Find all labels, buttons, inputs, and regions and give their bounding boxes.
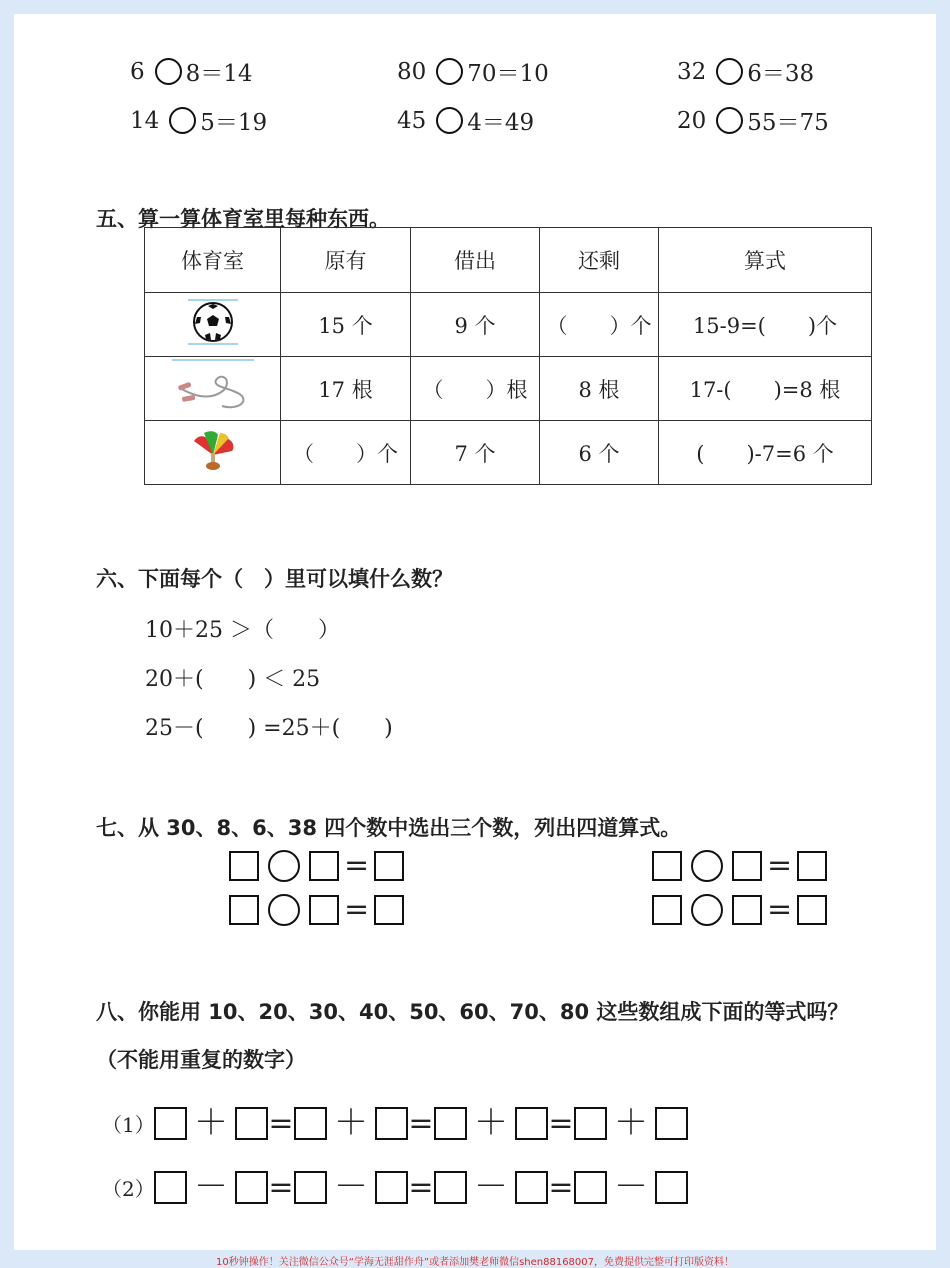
equals-sign: =	[344, 848, 370, 883]
section-6-title: 六、下面每个（ ）里可以填什么数？	[96, 567, 453, 591]
row-label: （2）	[102, 1177, 155, 1201]
operand-result: 4＝49	[467, 110, 535, 136]
header-cell: 算式	[659, 228, 872, 293]
answer-box[interactable]	[655, 1107, 688, 1140]
answer-box[interactable]	[652, 895, 682, 925]
answer-box[interactable]	[515, 1171, 548, 1204]
operand-result: 8＝14	[185, 61, 253, 87]
operand-result: 5＝19	[200, 110, 268, 136]
header-cell: 借出	[411, 228, 540, 293]
operator-circle[interactable]	[155, 58, 182, 85]
header-cell: 体育室	[145, 228, 281, 293]
minus-sign: －	[614, 1167, 648, 1207]
answer-box[interactable]	[732, 895, 762, 925]
equation-line[interactable]: 25－( ) =25＋( )	[145, 716, 393, 741]
operator-circle[interactable]	[436, 58, 463, 85]
operator-circle[interactable]	[716, 58, 743, 85]
answer-box[interactable]	[294, 1107, 327, 1140]
answer-box[interactable]	[235, 1107, 268, 1140]
formula-cell[interactable]: 15-9=( )个	[659, 293, 872, 357]
answer-box[interactable]	[434, 1107, 467, 1140]
table-header-row	[145, 228, 872, 293]
circle-equation	[677, 104, 829, 137]
inequality-line[interactable]: 20＋( ) ＜ 25	[145, 667, 321, 692]
answer-box[interactable]	[655, 1171, 688, 1204]
gym-inventory-table	[144, 227, 872, 485]
minus-sign: －	[334, 1167, 368, 1207]
item-cell	[145, 357, 281, 421]
operator-circle[interactable]	[268, 894, 300, 926]
soccer-ball-icon	[188, 297, 238, 347]
operator-circle[interactable]	[691, 894, 723, 926]
plus-sign: ＋	[334, 1103, 368, 1143]
table-row	[145, 357, 872, 421]
answer-box[interactable]	[229, 895, 259, 925]
answer-box[interactable]	[574, 1107, 607, 1140]
answer-box[interactable]	[375, 1107, 408, 1140]
blank-equation	[652, 850, 827, 882]
equals-sign: =	[268, 1106, 294, 1141]
equation-chain-1	[102, 1103, 688, 1143]
answer-box[interactable]	[574, 1171, 607, 1204]
lent-cell[interactable]: （ ）根	[411, 357, 540, 421]
plus-sign: ＋	[474, 1103, 508, 1143]
remaining-cell: 6 个	[540, 421, 659, 485]
original-cell: 15 个	[281, 293, 411, 357]
answer-box[interactable]	[375, 1171, 408, 1204]
circle-equation	[677, 55, 814, 88]
answer-box[interactable]	[235, 1171, 268, 1204]
formula-cell[interactable]: 17-( )=8 根	[659, 357, 872, 421]
equals-sign: =	[548, 1106, 574, 1141]
operand-result: 70＝10	[467, 61, 549, 87]
plus-sign: ＋	[194, 1103, 228, 1143]
equation-chain-2	[102, 1167, 688, 1207]
lent-cell: 9 个	[411, 293, 540, 357]
minus-sign: －	[194, 1167, 228, 1207]
circle-equation	[397, 55, 549, 88]
jump-rope-icon	[172, 358, 254, 414]
item-cell	[145, 293, 281, 357]
lent-cell: 7 个	[411, 421, 540, 485]
operand: 32	[677, 58, 707, 85]
answer-box[interactable]	[797, 851, 827, 881]
operand: 6	[130, 58, 145, 85]
equals-sign: =	[408, 1106, 434, 1141]
answer-box[interactable]	[154, 1171, 187, 1204]
answer-box[interactable]	[229, 851, 259, 881]
plus-sign: ＋	[614, 1103, 648, 1143]
circle-equation	[397, 104, 534, 137]
circle-equation	[130, 55, 253, 88]
blank-equation	[652, 894, 827, 926]
equals-sign: =	[344, 892, 370, 927]
operand-result: 6＝38	[747, 61, 815, 87]
answer-box[interactable]	[309, 851, 339, 881]
table-row	[145, 293, 872, 357]
answer-box[interactable]	[797, 895, 827, 925]
equals-sign: =	[408, 1170, 434, 1205]
operator-circle[interactable]	[169, 107, 196, 134]
answer-box[interactable]	[374, 895, 404, 925]
section-7-title: 七、从 30、8、6、38 四个数中选出三个数，列出四道算式。	[96, 816, 682, 840]
answer-box[interactable]	[374, 851, 404, 881]
answer-box[interactable]	[732, 851, 762, 881]
equals-sign: =	[767, 892, 793, 927]
answer-box[interactable]	[309, 895, 339, 925]
operand: 14	[130, 107, 160, 134]
circle-equation	[130, 104, 267, 137]
remaining-cell: 8 根	[540, 357, 659, 421]
operator-circle[interactable]	[691, 850, 723, 882]
equals-sign: =	[268, 1170, 294, 1205]
operator-circle[interactable]	[268, 850, 300, 882]
answer-box[interactable]	[434, 1171, 467, 1204]
answer-box[interactable]	[515, 1107, 548, 1140]
minus-sign: －	[474, 1167, 508, 1207]
header-cell: 原有	[281, 228, 411, 293]
section-8-title: 八、你能用 10、20、30、40、50、60、70、80 这些数组成下面的等式吗？	[96, 1000, 849, 1024]
operand: 45	[397, 107, 427, 134]
operator-circle[interactable]	[716, 107, 743, 134]
row-label: （1）	[102, 1113, 155, 1137]
answer-box[interactable]	[652, 851, 682, 881]
operator-circle[interactable]	[436, 107, 463, 134]
equals-sign: =	[548, 1170, 574, 1205]
answer-box[interactable]	[294, 1171, 327, 1204]
table-row	[145, 421, 872, 485]
section-8-note: （不能用重复的数字）	[96, 1048, 306, 1072]
remaining-cell[interactable]: （ ）个	[540, 293, 659, 357]
original-cell[interactable]: （ ）个	[281, 421, 411, 485]
operand-result: 55＝75	[747, 110, 829, 136]
blank-equation	[229, 894, 404, 926]
blank-equation	[229, 850, 404, 882]
inequality-line[interactable]: 10＋25 ＞（ ）	[145, 618, 340, 643]
answer-box[interactable]	[154, 1107, 187, 1140]
header-cell: 还剩	[540, 228, 659, 293]
shuttlecock-icon	[188, 425, 238, 475]
operand: 80	[397, 58, 427, 85]
original-cell: 17 根	[281, 357, 411, 421]
item-cell	[145, 421, 281, 485]
section-5-title: 五、算一算体育室里每种东西。	[96, 207, 390, 231]
operand: 20	[677, 107, 707, 134]
equals-sign: =	[767, 848, 793, 883]
formula-cell[interactable]: ( )-7=6 个	[659, 421, 872, 485]
footer-notice: 10秒钟操作！关注微信公众号“学海无涯甜作舟”或者添加樊老师微信shen88168007，免费提供完整可打印版资料！	[215, 1257, 735, 1268]
